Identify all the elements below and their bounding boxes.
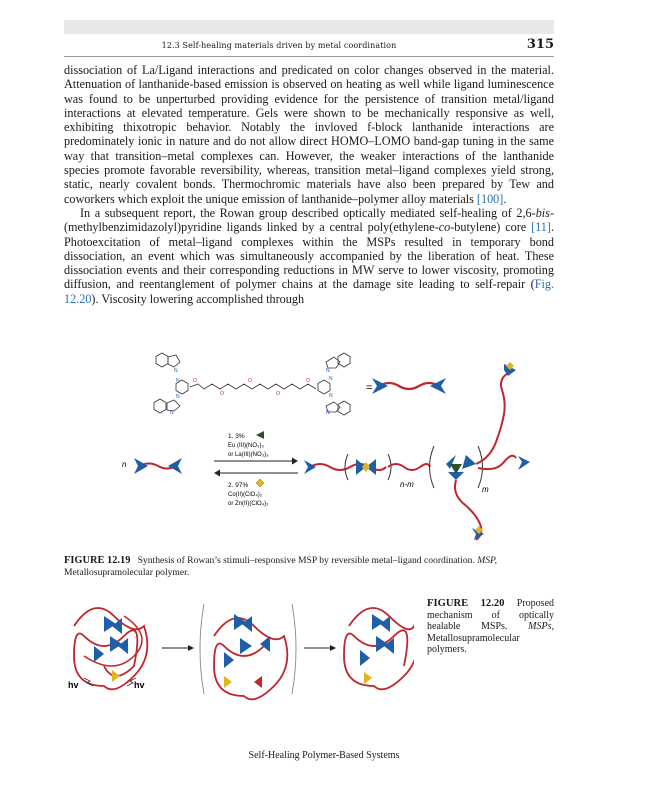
top-bar xyxy=(64,20,554,34)
svg-text:O: O xyxy=(220,391,224,397)
p2-part-b: -(methylbenzimidazolyl)pyridine ligands linked by a central poly(ethylene- xyxy=(64,205,554,235)
paragraph-1-end: . xyxy=(503,191,507,206)
svg-text:N: N xyxy=(170,410,174,416)
page-footer: Self-Healing Polymer-Based Systems xyxy=(248,750,400,761)
svg-text:O: O xyxy=(306,378,310,384)
figure-12-19-label: FIGURE 12.19 xyxy=(64,555,131,566)
m-label: m xyxy=(482,485,489,494)
header-rule xyxy=(64,56,554,57)
forward-reagent-1: Eu (III)(NO₃)₃ xyxy=(228,443,264,449)
panel-2-dissociated-network xyxy=(200,604,296,699)
svg-text:N: N xyxy=(329,376,333,382)
figure-12-20-abbr: MSPs, xyxy=(528,621,554,632)
svg-text:N: N xyxy=(176,378,180,384)
figure-12-20-link[interactable]: Fig. 12.20 xyxy=(64,277,554,306)
panel-1-entangled-network xyxy=(68,608,147,690)
p2-co: co xyxy=(438,220,451,235)
p2-part-e: ). Viscosity lowering accomplished through xyxy=(91,291,305,306)
svg-text:N: N xyxy=(174,368,178,374)
p2-part-a: In a subsequent report, the Rowan group described optically mediated self-healing of 2,6- xyxy=(80,205,536,220)
svg-text:N: N xyxy=(329,393,333,399)
reverse-reagent-1: Co(II)(ClO₄)₂ xyxy=(228,492,263,498)
figure-12-19-caption-text: Synthesis of Rowan’s stimuli–responsive MSP by reversible metal–ligand coordination. xyxy=(137,555,475,566)
p2-bis: bis xyxy=(535,205,550,220)
running-title: 12.3 Self-healing materials driven by metal coordination xyxy=(161,41,397,50)
panel-3-healed-network xyxy=(344,608,414,689)
figure-12-19 xyxy=(104,340,554,550)
page-number: 315 xyxy=(526,37,554,52)
svg-text:N: N xyxy=(326,410,330,416)
citation-11[interactable]: [11] xyxy=(531,220,551,235)
citation-100[interactable]: [100] xyxy=(476,191,504,206)
svg-text:O: O xyxy=(193,378,197,384)
hv-left-label: hv xyxy=(68,680,79,690)
n-label: n xyxy=(122,460,127,469)
forward-reagent-2: or La(III)(NO₃)₃ xyxy=(228,452,269,458)
reverse-reagent-2: or Zn(II)(ClO₄)₂ xyxy=(228,501,269,507)
hv-right-label: hv xyxy=(134,680,145,690)
body-text xyxy=(64,63,554,306)
svg-text:N: N xyxy=(326,368,330,374)
figure-12-20-abbr-full: Metallosupramolecular polymers. xyxy=(427,632,520,655)
page-header xyxy=(64,38,554,54)
p2-part-c: -butylene) core xyxy=(450,220,527,235)
svg-text:O: O xyxy=(248,378,252,384)
ligand-structure xyxy=(154,353,350,416)
paragraph-2 xyxy=(64,206,554,306)
figure-12-20-caption xyxy=(427,598,554,656)
paragraph-1 xyxy=(64,63,554,206)
figure-12-19-caption xyxy=(64,555,554,578)
figure-12-20 xyxy=(64,596,414,706)
figure-12-20-label: FIGURE 12.20 xyxy=(427,598,505,609)
figure-12-20-caption-text: Proposed mechanism of optically healable MSPs. xyxy=(427,598,555,632)
paragraph-1-text: dissociation of La/Ligand interactions and predicated on color changes observed in the material. Attenuation of lanthanide-based emission is observed on heating as well while ligand luminescence was found to be unperturbed providing evidence for the persistence of transition metal/ligand interactions at elevated temperature. Gels were shown to be mechanically responsive as well, exhibiting thixotropic behavior. Notably the invloved f-block lanthanide interactions are predominately ionic in nature and do not allow direct HOMO–LOMO band-gap tuning in the same way that transition–metal complexes can. However, the weaker interactions of the lanthanide species promote favorable reversibility, whereas, transition metal–ligand complexes yield strong, static, nearly covalent bonds. Thermochromic materials have also been prepared by Tew and coworkers which exploit the unique emission of lanthanide–polymer alloy materials xyxy=(64,63,554,206)
svg-text:N: N xyxy=(176,394,180,400)
monomer-schematic xyxy=(372,378,446,394)
figure-12-19-abbr: MSP, xyxy=(477,555,498,566)
figure-12-19-abbr-full: Metallosupramolecular polymer. xyxy=(64,566,190,578)
reverse-percent: 2. 97% xyxy=(228,482,249,489)
p2-part-d: . Photoexcitation of metal–ligand complexes within the MSPs resulted in temporary bond dissociation, an event which was simultaneously accompanied by the liberation of heat. These dissociation events and their corresponding reductions in MW serve to lower viscosity, promoting diffusion, and reentanglement of polymer chains at the damage site leading to self-repair ( xyxy=(64,220,554,292)
equals-sign: = xyxy=(366,382,373,394)
svg-text:O: O xyxy=(276,391,280,397)
lanthanide-metal-icon xyxy=(256,431,264,439)
polymer-product xyxy=(304,362,530,540)
n-minus-m-label: n-m xyxy=(400,480,414,489)
forward-percent: 1. 3% xyxy=(228,433,245,440)
transition-metal-icon xyxy=(256,479,264,487)
monomer-n xyxy=(134,458,182,474)
